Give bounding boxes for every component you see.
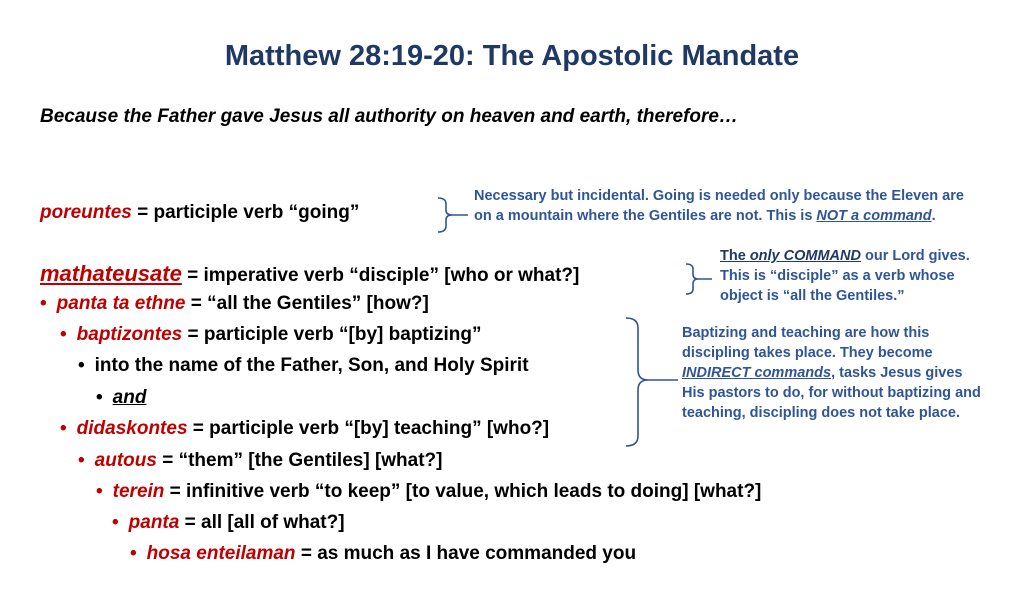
- subtitle: Because the Father gave Jesus all authority on heaven and earth, therefore…: [40, 106, 738, 127]
- bullet: •: [78, 450, 85, 471]
- text: into the name of the Father, Son, and Holy Spirit: [94, 355, 529, 376]
- note-text: .: [931, 208, 936, 224]
- line-panta-ta-ethne: [40, 293, 429, 315]
- greek-term: baptizontes: [76, 324, 183, 345]
- bullet: •: [96, 481, 103, 502]
- page-title: Matthew 28:19-20: The Apostolic Mandate: [224, 40, 800, 72]
- note-text: , tasks Jesus gives His pastors to do, for without baptizing and teaching, discipling does not take place.: [682, 365, 981, 421]
- note-incidental: [474, 186, 964, 226]
- line-hosa-enteilaman: [130, 543, 636, 565]
- bullet: •: [60, 418, 67, 439]
- curly-bracket-icon: [436, 196, 470, 234]
- text: and: [112, 387, 147, 408]
- bullet: •: [60, 324, 67, 345]
- definition: = all [all of what?]: [179, 512, 345, 533]
- curly-bracket-icon: [624, 316, 680, 448]
- line-autous: [78, 450, 443, 472]
- note-indirect-commands: [682, 323, 982, 423]
- line-baptizontes: [60, 324, 482, 346]
- line-into-name: [78, 355, 529, 377]
- bullet: •: [112, 512, 119, 533]
- line-poreuntes: [40, 202, 359, 224]
- definition: = as much as I have commanded you: [295, 543, 637, 564]
- definition: = imperative verb “disciple” [who or what?]: [181, 265, 580, 286]
- greek-term: terein: [112, 481, 165, 502]
- note-only-command: [720, 246, 990, 306]
- definition: = participle verb “going”: [131, 202, 360, 223]
- definition: = “all the Gentiles” [how?]: [185, 293, 429, 314]
- definition: = participle verb “[by] baptizing”: [182, 324, 482, 345]
- line-mathateusate: [40, 261, 579, 287]
- bullet: •: [96, 387, 103, 408]
- greek-term: poreuntes: [40, 202, 132, 223]
- definition: = infinitive verb “to keep” [to value, which leads to doing] [what?]: [164, 481, 762, 502]
- line-didaskontes: [60, 418, 549, 440]
- note-text: The: [720, 248, 750, 264]
- greek-term: hosa enteilaman: [146, 543, 296, 564]
- line-panta: [112, 512, 345, 534]
- note-emphasis: only: [749, 248, 780, 264]
- note-emphasis: COMMAND: [779, 248, 861, 264]
- note-text: Necessary but incidental. Going is needed only because the Eleven are on a mountain where the Gentiles are not. This is: [474, 188, 964, 224]
- note-emphasis: NOT a command: [816, 208, 932, 224]
- bullet: •: [40, 293, 47, 314]
- definition: = “them” [the Gentiles] [what?]: [156, 450, 443, 471]
- greek-term: panta: [128, 512, 180, 533]
- greek-term: autous: [94, 450, 157, 471]
- note-text: our Lord gives. This is “disciple” as a verb whose object is “all the Gentiles.”: [720, 248, 970, 304]
- greek-term: didaskontes: [76, 418, 188, 439]
- line-and: [96, 387, 146, 409]
- curly-bracket-icon: [684, 262, 714, 296]
- note-text: Baptizing and teaching are how this discipling takes place. They become: [682, 325, 933, 361]
- bullet: •: [78, 355, 85, 376]
- greek-term: mathateusate: [40, 261, 182, 286]
- bullet: •: [130, 543, 137, 564]
- greek-term: panta ta ethne: [56, 293, 186, 314]
- definition: = participle verb “[by] teaching” [who?]: [187, 418, 550, 439]
- note-emphasis: INDIRECT commands: [682, 365, 832, 381]
- line-terein: [96, 481, 761, 503]
